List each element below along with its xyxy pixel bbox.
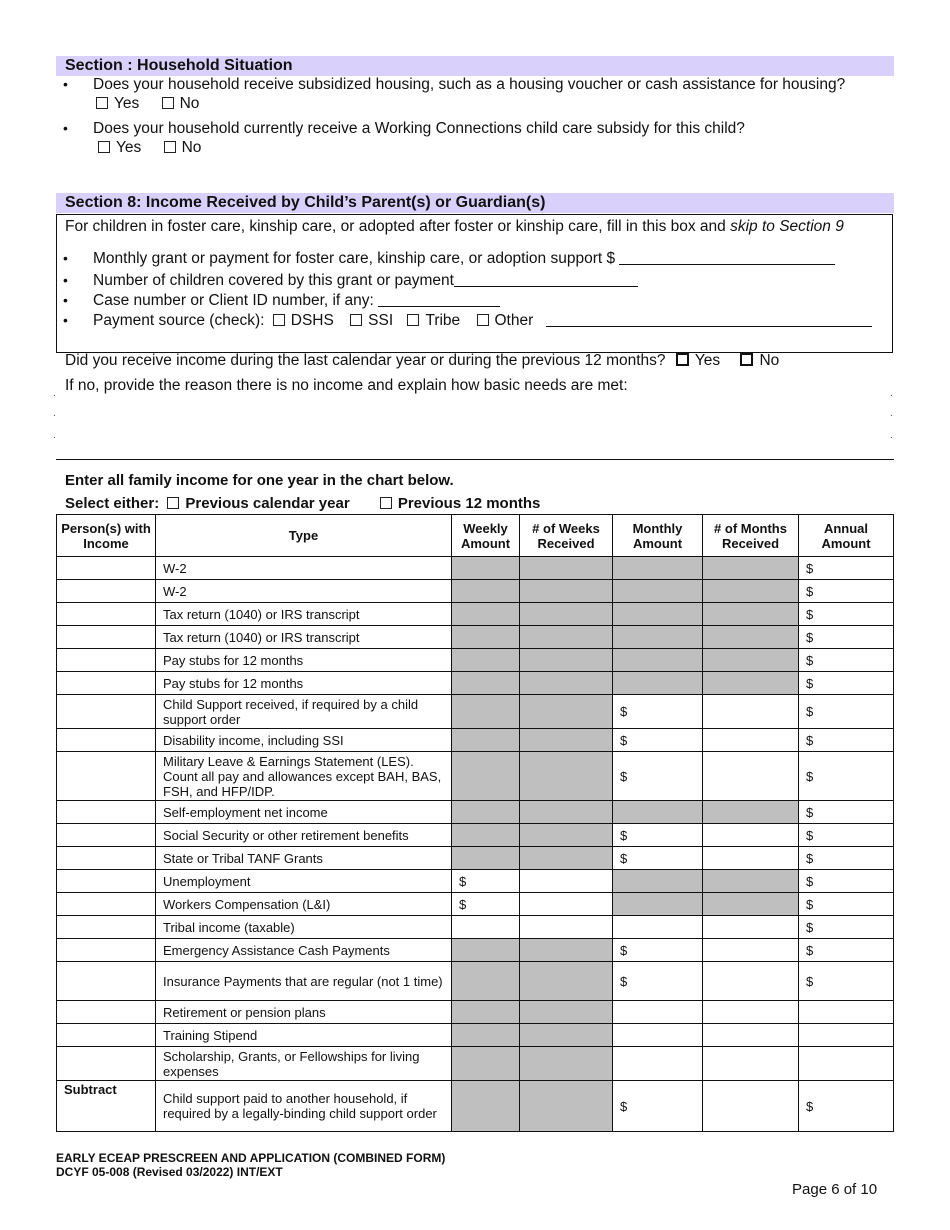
housing-no-checkbox[interactable] [162, 97, 174, 109]
weekly-cell [452, 1081, 520, 1132]
grant-payment-line [93, 250, 835, 268]
page-number: Page 6 of 10 [792, 1181, 878, 1198]
person-cell[interactable] [57, 695, 156, 729]
weeks-cell [520, 729, 613, 752]
children-covered-line [93, 272, 638, 290]
table-row [57, 1024, 894, 1047]
months-cell[interactable] [703, 729, 799, 752]
type-cell: Unemployment [156, 870, 452, 893]
weeks-cell [520, 962, 613, 1001]
type-cell: Retirement or pension plans [156, 1001, 452, 1024]
weeks-cell [520, 557, 613, 580]
weeks-cell [520, 847, 613, 870]
annual-cell[interactable] [799, 1001, 894, 1024]
months-cell[interactable] [703, 1001, 799, 1024]
annual-cell[interactable]: $ [799, 672, 894, 695]
income-question: Did you receive income during the last calendar year or during the previous 12 months? [65, 352, 666, 369]
person-cell[interactable] [57, 870, 156, 893]
annual-cell[interactable]: $ [799, 603, 894, 626]
monthly-cell[interactable]: $ [613, 962, 703, 1001]
table-row [57, 672, 894, 695]
annual-cell[interactable]: $ [799, 824, 894, 847]
type-cell: Pay stubs for 12 months [156, 672, 452, 695]
person-cell[interactable] [57, 962, 156, 1001]
header-monthly: Monthly Amount [613, 515, 703, 557]
person-cell[interactable] [57, 1001, 156, 1024]
monthly-cell[interactable]: $ [613, 1081, 703, 1132]
bullet: • [63, 312, 68, 328]
weeks-cell [520, 672, 613, 695]
weeks-cell [520, 1024, 613, 1047]
weeks-cell [520, 1081, 613, 1132]
income-yes-checkbox[interactable] [676, 353, 689, 366]
annual-cell[interactable]: $ [799, 729, 894, 752]
weekly-cell [452, 1024, 520, 1047]
dot: . [53, 388, 56, 399]
weeks-cell [520, 1047, 613, 1081]
months-cell[interactable] [703, 824, 799, 847]
skip-link-text: skip to Section 9 [730, 218, 844, 235]
type-cell: State or Tribal TANF Grants [156, 847, 452, 870]
person-cell[interactable] [57, 752, 156, 801]
table-row [57, 824, 894, 847]
table-row [57, 801, 894, 824]
enter-income-instruction: Enter all family income for one year in the chart below. [65, 472, 454, 489]
months-cell [703, 893, 799, 916]
case-number-line [93, 292, 500, 310]
grant-payment-field[interactable] [619, 250, 835, 265]
intro-text: For children in foster care, kinship care, or adopted after foster or kinship care, fill in this box and [65, 218, 731, 235]
table-row [57, 962, 894, 1001]
select-either-label: Select either: [65, 495, 160, 512]
type-cell: Child support paid to another household, if required by a legally-binding child support order [156, 1081, 452, 1132]
type-cell: W-2 [156, 557, 452, 580]
table-row [57, 916, 894, 939]
monthly-cell[interactable] [613, 1001, 703, 1024]
form-number-footer: DCYF 05-008 (Revised 03/2022) INT/EXT [56, 1165, 283, 1179]
no-income-prompt: If no, provide the reason there is no income and explain how basic needs are met: [65, 377, 628, 394]
monthly-cell [613, 870, 703, 893]
monthly-cell[interactable]: $ [613, 695, 703, 729]
annual-cell[interactable]: $ [799, 649, 894, 672]
person-cell[interactable] [57, 893, 156, 916]
months-cell [703, 801, 799, 824]
annual-cell[interactable]: $ [799, 557, 894, 580]
monthly-cell [613, 626, 703, 649]
annual-cell[interactable]: $ [799, 870, 894, 893]
section-8-header: Section 8: Income Received by Child’s Parent(s) or Guardian(s) [56, 193, 894, 213]
annual-cell[interactable]: $ [799, 939, 894, 962]
bullet: • [63, 76, 68, 92]
tribe-checkbox[interactable] [407, 314, 419, 326]
weekly-cell [452, 939, 520, 962]
weekly-cell [452, 824, 520, 847]
weekly-cell[interactable]: $ [452, 893, 520, 916]
table-row [57, 580, 894, 603]
type-cell: Self-employment net income [156, 801, 452, 824]
months-cell [703, 649, 799, 672]
type-cell: Workers Compensation (L&I) [156, 893, 452, 916]
monthly-cell [613, 557, 703, 580]
weeks-cell [520, 1001, 613, 1024]
other-label: Other [494, 312, 534, 329]
person-cell[interactable] [57, 847, 156, 870]
annual-cell[interactable]: $ [799, 695, 894, 729]
weekly-cell [452, 847, 520, 870]
ssi-label: SSI [368, 312, 394, 329]
weekly-cell [452, 672, 520, 695]
weeks-cell [520, 626, 613, 649]
person-cell[interactable] [57, 649, 156, 672]
no-label: No [759, 352, 780, 369]
months-cell [703, 672, 799, 695]
person-cell[interactable] [57, 1024, 156, 1047]
yes-label: Yes [116, 139, 142, 156]
table-row [57, 695, 894, 729]
months-cell[interactable] [703, 939, 799, 962]
weeks-cell[interactable] [520, 870, 613, 893]
type-cell: Pay stubs for 12 months [156, 649, 452, 672]
monthly-cell [613, 580, 703, 603]
annual-cell[interactable]: $ [799, 1081, 894, 1132]
header-person: Person(s) with Income [57, 515, 156, 557]
months-cell [703, 626, 799, 649]
dot: . [53, 408, 56, 419]
type-cell: Insurance Payments that are regular (not 1 time) [156, 962, 452, 1001]
payment-source-line [93, 312, 872, 330]
monthly-cell[interactable]: $ [613, 847, 703, 870]
table-row [57, 1001, 894, 1024]
type-cell: Scholarship, Grants, or Fellowships for living expenses [156, 1047, 452, 1081]
monthly-cell [613, 801, 703, 824]
weeks-cell [520, 801, 613, 824]
header-weekly: Weekly Amount [452, 515, 520, 557]
weekly-cell [452, 1001, 520, 1024]
income-table [56, 514, 894, 1132]
header-annual: Annual Amount [799, 515, 894, 557]
months-cell[interactable] [703, 695, 799, 729]
annual-cell[interactable]: $ [799, 893, 894, 916]
header-type: Type [156, 515, 452, 557]
foster-intro [65, 218, 844, 236]
weeks-cell[interactable] [520, 916, 613, 939]
yes-label: Yes [694, 352, 721, 369]
yes-label: Yes [114, 95, 140, 112]
person-cell[interactable] [57, 939, 156, 962]
person-cell[interactable] [57, 580, 156, 603]
table-header-row [57, 515, 894, 557]
ssi-checkbox[interactable] [350, 314, 362, 326]
dot: . [890, 430, 893, 441]
weekly-cell [452, 801, 520, 824]
case-number-field[interactable] [378, 292, 500, 307]
annual-cell[interactable] [799, 1024, 894, 1047]
monthly-cell [613, 893, 703, 916]
months-cell[interactable] [703, 962, 799, 1001]
person-cell[interactable] [57, 557, 156, 580]
header-months: # of Months Received [703, 515, 799, 557]
person-cell[interactable] [57, 801, 156, 824]
type-cell: Child Support received, if required by a child support order [156, 695, 452, 729]
months-cell[interactable] [703, 847, 799, 870]
weekly-cell [452, 603, 520, 626]
dot: . [890, 388, 893, 399]
no-income-explanation-field[interactable] [56, 396, 894, 458]
weeks-cell [520, 824, 613, 847]
divider [56, 459, 894, 460]
annual-cell[interactable]: $ [799, 626, 894, 649]
dshs-label: DSHS [290, 312, 334, 329]
person-cell[interactable]: Subtract [57, 1081, 156, 1132]
months-cell [703, 870, 799, 893]
person-cell[interactable] [57, 672, 156, 695]
table-row [57, 939, 894, 962]
housing-options [96, 95, 199, 113]
monthly-cell[interactable]: $ [613, 939, 703, 962]
subsidy-no-checkbox[interactable] [164, 141, 176, 153]
dot: . [890, 408, 893, 419]
income-question-line [65, 352, 779, 370]
grant-payment-label: Monthly grant or payment for foster care, kinship care, or adoption support $ [93, 250, 616, 267]
monthly-cell[interactable]: $ [613, 729, 703, 752]
table-row [57, 847, 894, 870]
bullet: • [63, 292, 68, 308]
person-cell[interactable] [57, 824, 156, 847]
person-cell[interactable] [57, 603, 156, 626]
bullet: • [63, 272, 68, 288]
table-row [57, 752, 894, 801]
monthly-cell[interactable] [613, 1024, 703, 1047]
months-cell[interactable] [703, 1081, 799, 1132]
person-cell[interactable] [57, 1047, 156, 1081]
table-row [57, 893, 894, 916]
other-source-field[interactable] [546, 312, 872, 327]
weeks-cell [520, 695, 613, 729]
weeks-cell [520, 649, 613, 672]
children-covered-label: Number of children covered by this grant or payment [93, 272, 454, 289]
weekly-cell[interactable]: $ [452, 870, 520, 893]
prev-12-months-label: Previous 12 months [397, 495, 541, 512]
prev-12-months-checkbox[interactable] [380, 497, 392, 509]
bullet: • [63, 120, 68, 136]
weekly-cell [452, 729, 520, 752]
no-label: No [179, 95, 200, 112]
annual-cell[interactable]: $ [799, 962, 894, 1001]
weeks-cell [520, 580, 613, 603]
weekly-cell [452, 962, 520, 1001]
table-row [57, 729, 894, 752]
header-weeks: # of Weeks Received [520, 515, 613, 557]
months-cell [703, 580, 799, 603]
subsidy-question: Does your household currently receive a Working Connections child care subsidy for this child? [93, 120, 745, 137]
case-number-label: Case number or Client ID number, if any: [93, 292, 374, 309]
type-cell: Training Stipend [156, 1024, 452, 1047]
dot: . [53, 430, 56, 441]
income-no-checkbox[interactable] [740, 353, 753, 366]
weekly-cell [452, 752, 520, 801]
other-checkbox[interactable] [477, 314, 489, 326]
months-cell [703, 557, 799, 580]
weekly-cell [452, 695, 520, 729]
table-row [57, 870, 894, 893]
type-cell: Tribal income (taxable) [156, 916, 452, 939]
months-cell[interactable] [703, 1024, 799, 1047]
annual-cell[interactable] [799, 1047, 894, 1081]
type-cell: Tax return (1040) or IRS transcript [156, 603, 452, 626]
monthly-cell[interactable]: $ [613, 752, 703, 801]
prev-calendar-year-label: Previous calendar year [185, 495, 350, 512]
weekly-cell [452, 626, 520, 649]
type-cell: Social Security or other retirement benefits [156, 824, 452, 847]
table-row [57, 626, 894, 649]
annual-cell[interactable]: $ [799, 916, 894, 939]
person-cell[interactable] [57, 916, 156, 939]
type-cell: Tax return (1040) or IRS transcript [156, 626, 452, 649]
annual-cell[interactable]: $ [799, 847, 894, 870]
table-row [57, 1047, 894, 1081]
monthly-cell[interactable]: $ [613, 824, 703, 847]
dshs-checkbox[interactable] [273, 314, 285, 326]
select-period-line [65, 495, 540, 512]
prev-calendar-year-checkbox[interactable] [167, 497, 179, 509]
person-cell[interactable] [57, 626, 156, 649]
form-title-footer: EARLY ECEAP PRESCREEN AND APPLICATION (COMBINED FORM) [56, 1151, 446, 1165]
weeks-cell [520, 603, 613, 626]
type-cell: Emergency Assistance Cash Payments [156, 939, 452, 962]
bullet: • [63, 250, 68, 266]
annual-cell[interactable]: $ [799, 580, 894, 603]
months-cell[interactable] [703, 752, 799, 801]
subsidy-yes-checkbox[interactable] [98, 141, 110, 153]
section-household-header: Section : Household Situation [56, 56, 894, 76]
months-cell[interactable] [703, 1047, 799, 1081]
monthly-cell [613, 672, 703, 695]
annual-cell[interactable]: $ [799, 752, 894, 801]
housing-yes-checkbox[interactable] [96, 97, 108, 109]
months-cell [703, 603, 799, 626]
housing-question: Does your household receive subsidized housing, such as a housing voucher or cash assistance for housing? [93, 76, 846, 93]
monthly-cell[interactable] [613, 916, 703, 939]
weeks-cell[interactable] [520, 893, 613, 916]
table-row [57, 1081, 894, 1132]
weekly-cell [452, 557, 520, 580]
person-cell[interactable] [57, 729, 156, 752]
type-cell: Disability income, including SSI [156, 729, 452, 752]
no-label: No [181, 139, 202, 156]
table-row [57, 603, 894, 626]
table-row [57, 557, 894, 580]
table-row [57, 649, 894, 672]
monthly-cell [613, 603, 703, 626]
payment-source-label: Payment source (check): [93, 312, 265, 329]
weekly-cell [452, 649, 520, 672]
monthly-cell [613, 649, 703, 672]
weeks-cell [520, 939, 613, 962]
weekly-cell[interactable] [452, 916, 520, 939]
weeks-cell [520, 752, 613, 801]
annual-cell[interactable]: $ [799, 801, 894, 824]
income-table-body [57, 557, 894, 1132]
weekly-cell [452, 1047, 520, 1081]
tribe-label: Tribe [425, 312, 461, 329]
subsidy-options [98, 139, 201, 157]
children-covered-field[interactable] [454, 272, 638, 287]
type-cell: W-2 [156, 580, 452, 603]
months-cell[interactable] [703, 916, 799, 939]
monthly-cell[interactable] [613, 1047, 703, 1081]
weekly-cell [452, 580, 520, 603]
type-cell: Military Leave & Earnings Statement (LES). Count all pay and allowances except BAH, BAS, FSH, and HFP/IDP. [156, 752, 452, 801]
